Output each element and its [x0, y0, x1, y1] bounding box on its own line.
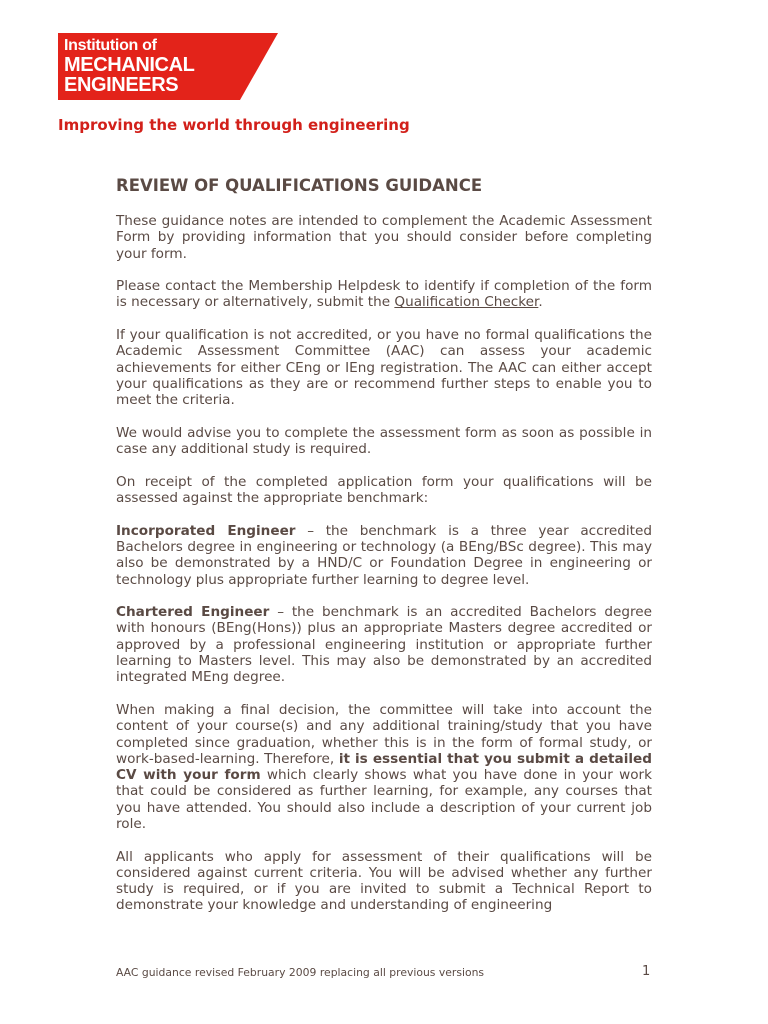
- page-number: 1: [642, 964, 651, 979]
- paragraph-helpdesk-text: Please contact the Membership Helpdesk to identify if completion of the form is necessary or alternatively, submit the: [116, 278, 652, 311]
- paragraph-helpdesk: [116, 278, 652, 311]
- paragraph-incorporated-engineer: [116, 523, 652, 588]
- paragraph-helpdesk-end: .: [538, 294, 543, 311]
- incorporated-engineer-text: – the benchmark is a three year accredited Bachelors degree in engineering or technology (a BEng/BSc degree). This may also be demonstrated by a HND/C or Foundation Degree in engineering or technology plus appropriate further learning to degree level.: [116, 522, 653, 588]
- paragraph-chartered-engineer: [116, 604, 652, 685]
- logo-line-engineers: ENGINEERS: [64, 74, 179, 96]
- paragraph-intro: These guidance notes are intended to complement the Academic Assessment Form by providing information that you should consider before completing your form.: [116, 213, 652, 262]
- paragraph-not-accredited: If your qualification is not accredited, or you have no formal qualifications the Academic Assessment Committee (AAC) can assess your academic achievements for either CEng or IEng registration. The AAC can either accept your qualifications as they are or recommend further steps to enable you to meet the criteria.: [116, 327, 652, 409]
- chartered-engineer-heading: Chartered Engineer: [116, 604, 270, 621]
- paragraph-all-applicants: All applicants who apply for assessment of their qualifications will be considered against current criteria. You will be advised whether any further study is required, or if you are invited to submit a Technical Report to demonstrate your knowledge and understanding of engineering: [116, 848, 652, 914]
- logo-wordmark: [64, 38, 194, 95]
- qualification-checker-link[interactable]: Qualification Checker: [394, 294, 539, 311]
- paragraph-final-decision: [116, 702, 652, 832]
- final-decision-text-end: which clearly shows what you have done in your work that could be considered as further learning, for example, any courses that you have attended. You should also include a description of your current job role.: [116, 767, 652, 832]
- paragraph-advise: We would advise you to complete the assessment form as soon as possible in case any additional study is required.: [116, 424, 652, 458]
- incorporated-engineer-heading: Incorporated Engineer: [116, 522, 296, 539]
- tagline: Improving the world through engineering: [58, 116, 410, 134]
- document-body: [116, 213, 652, 930]
- paragraph-receipt: On receipt of the completed application form your qualifications will be assessed against the appropriate benchmark:: [116, 473, 652, 507]
- logo-line-institution: Institution of: [64, 37, 157, 54]
- chartered-engineer-text: – the benchmark is an accredited Bachelors degree with honours (BEng(Hons)) plus an appropriate Masters degree accredited or approved by a professional engineering institution or appropriate further learning to Masters level. This may also be demonstrated by an accredited integrated MEng degree.: [116, 604, 652, 686]
- cv-requirement-emphasis: it is essential that you submit a detailed CV with your form: [116, 750, 652, 784]
- document-title: REVIEW OF QUALIFICATIONS GUIDANCE: [116, 176, 483, 195]
- final-decision-text: When making a final decision, the committee will take into account the content of your course(s) and any additional training/study that you have completed since graduation, whether this is in the form of formal study, or work-based-learning. Therefore,: [116, 701, 652, 767]
- footer-revision-note: AAC guidance revised February 2009 replacing all previous versions: [116, 966, 485, 979]
- logo-line-mechanical: MECHANICAL: [64, 54, 195, 76]
- imeche-logo: [58, 33, 278, 100]
